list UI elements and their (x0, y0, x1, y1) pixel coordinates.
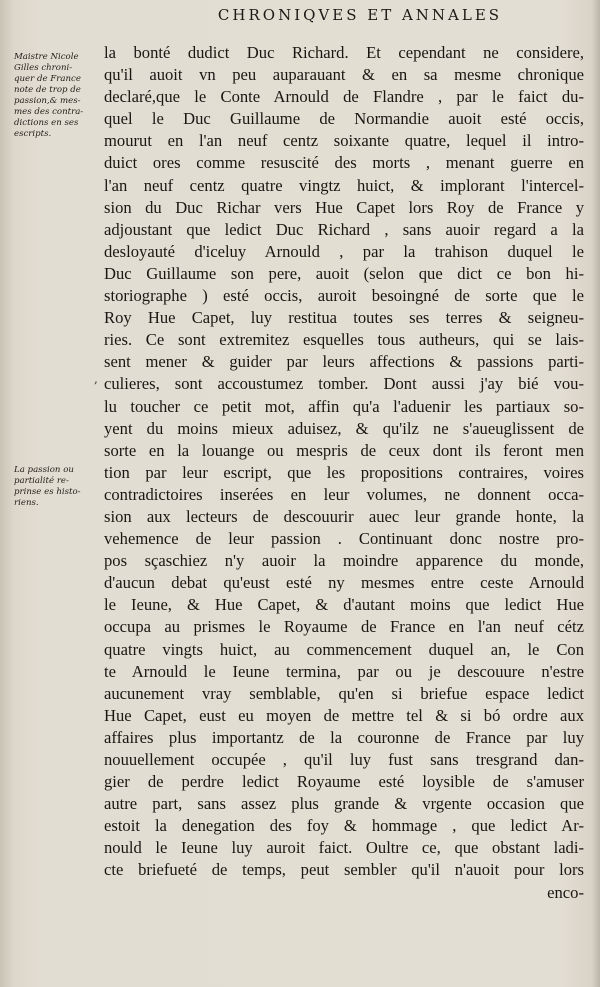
text-line: quatre vingts huict, au commencement duquel an, le Con (104, 639, 584, 659)
body-text (104, 42, 584, 904)
text-line: yent du moins mieux aduisez, & qu'ilz ne s'aueuglissent de (104, 418, 584, 438)
text-line: qu'il auoit vn peu auparauant & en sa mesme chronique (104, 65, 584, 85)
printed-mark: , (94, 372, 98, 386)
text-line: aucunement vray semblable, qu'en si briefue espace ledict (104, 683, 584, 703)
text-line: duict ores comme resuscité des morts , menant guerre en (104, 153, 584, 173)
text-line: contradictoires inserées en leur volumes, ne donnent occa- (104, 484, 584, 504)
text-line: estoit la denegation des foy & hommage , que ledict Ar- (104, 816, 584, 836)
text-line: adjoustant que ledict Duc Richard , sans auoir regard a la (104, 219, 584, 239)
text-line: affaires plus importantz de la couronne de France par luy (104, 727, 584, 747)
text-line: le Ieune, & Hue Capet, & d'autant moins que ledict Hue (104, 595, 584, 615)
text-line: sion aux lecteurs de descouurir auec leur grande honte, la (104, 506, 584, 526)
text-line: culieres, sont accoustumez tomber. Dont aussi j'ay bié vou- (104, 374, 584, 394)
text-line: Duc Guillaume son pere, auoit (selon que dict ce bon hi- (104, 263, 584, 283)
text-line: la bonté dudict Duc Richard. Et cependant ne considere, (104, 43, 584, 62)
catchword: enco- (547, 882, 584, 902)
text-line: declaré,que le Conte Arnould de Flandre , par le faict du- (104, 87, 584, 107)
running-head: CHRONIQVES ET ANNALES (217, 6, 503, 24)
text-line: ries. Ce sont extremitez esquelles tous autheurs, qui se lais- (104, 330, 584, 350)
text-line: Hue Capet, eust eu moyen de mettre tel & si bó ordre aux (104, 705, 584, 725)
text-line: quel le Duc Guillaume de Normandie auoit esté occis, (104, 109, 584, 129)
text-line: sorte en la louange ou mespris de ceux dont ils feront men (104, 440, 584, 460)
text-line: pos sçaschiez n'y auoir la moindre apparence du monde, (104, 551, 584, 571)
text-line: nould le Ieune luy auroit faict. Oultre ce, que obstant ladi- (104, 838, 584, 858)
text-line: l'an neuf centz quatre vingtz huict, & implorant l'intercel- (104, 175, 584, 195)
text-line: lu toucher ce petit mot, affin qu'a l'aduenir les partiaux so- (104, 396, 584, 416)
text-line: d'aucun debat qu'eust esté ny mesmes entre ceste Arnould (104, 573, 584, 593)
text-line: mourut en l'an neuf centz soixante quatre, lequel il intro- (104, 131, 584, 151)
text-line: te Arnould le Ieune termina, par ou je descouure n'estre (104, 661, 584, 681)
page-edge-shadow (592, 0, 600, 987)
text-line: storiographe ) esté occis, auroit besoingné de sorte que le (104, 286, 584, 306)
text-line: Roy Hue Capet, luy restitua toutes ses terres & seigneu- (104, 308, 584, 328)
text-line: autre part, sans assez plus grande & vrgente occasion que (104, 794, 584, 814)
text-line: cte briefueté de temps, peut sembler qu'il n'auoit pour lors (104, 860, 584, 880)
text-line: sion du Duc Richar vers Hue Capet lors Roy de France y (104, 197, 584, 217)
text-line: vehemence de leur passion . Continuant donc nostre pro- (104, 529, 584, 549)
text-line: desloyauté d'iceluy Arnould , par la trahison duquel le (104, 241, 584, 261)
margin-note: La passion ou partialité re- prinse es histo- riens. (14, 465, 81, 508)
text-line: sent mener & guider par leurs affections & passions parti- (104, 352, 584, 372)
text-line: nouuellement occupée , qu'il luy fust sans tresgrand dan- (104, 750, 584, 769)
text-line: tion par leur escript, que les propositions contraires, voires (104, 462, 584, 482)
margin-note: Maistre Nicole Gilles chroni- quer de France note de trop de passion,& mes- mes des contra- dictions en ses escripts. (14, 52, 84, 139)
text-line: occupa au prismes le Royaume de France en l'an neuf cétz (104, 617, 584, 637)
text-line: gier de perdre ledict Royaume esté loysible de s'amuser (104, 772, 584, 792)
